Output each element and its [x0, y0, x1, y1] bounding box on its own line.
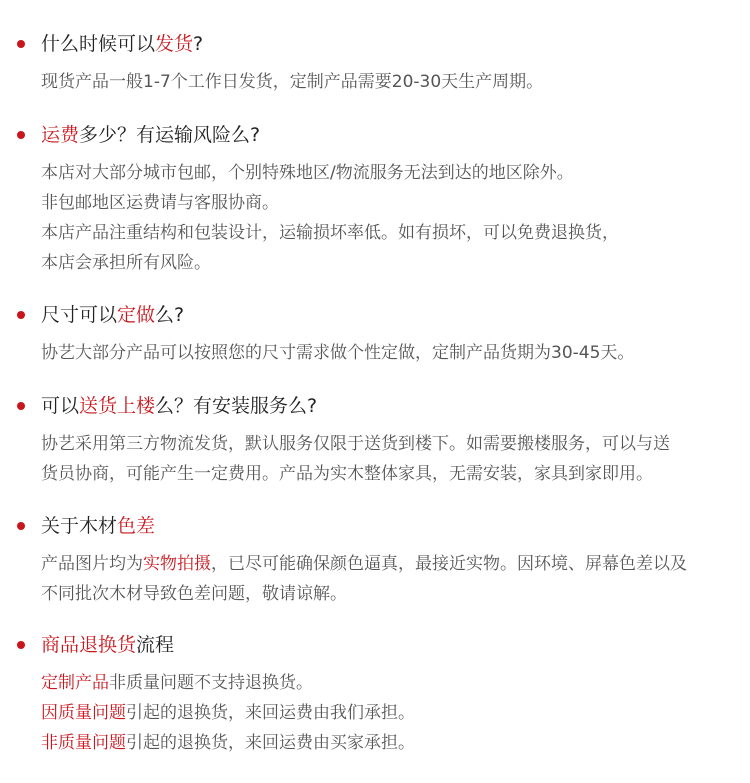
faq-answer	[0, 668, 750, 758]
faq-question	[0, 302, 750, 328]
bullet-icon	[17, 522, 25, 530]
answer-text: 产品图片均为	[41, 554, 143, 574]
faq-answer	[0, 429, 750, 489]
question-text: 么?	[155, 304, 185, 326]
faq-item-custom-size	[0, 302, 750, 368]
faq-answer	[0, 338, 750, 368]
answer-line	[0, 728, 750, 758]
question-text: 什么时候可以	[41, 33, 156, 55]
question-highlight: 定做	[117, 304, 156, 326]
bullet-icon	[17, 641, 25, 649]
answer-highlight: 定制产品	[41, 673, 109, 693]
faq-question	[0, 122, 750, 148]
answer-text: 引起的退换货，来回运费由我们承担。	[126, 703, 415, 723]
faq-item-return-process	[0, 632, 750, 758]
answer-line: 现货产品一般1-7个工作日发货，定制产品需要20-30天生产周期。	[41, 72, 544, 92]
faq-item-freight	[0, 122, 750, 278]
question-text: 尺寸可以	[41, 304, 118, 326]
answer-line: 非包邮地区运费请与客服协商。	[41, 193, 279, 213]
answer-text: 引起的退换货，来回运费由买家承担。	[126, 733, 415, 753]
faq-item-delivery-upstairs	[0, 393, 750, 489]
question-highlight: 送货上楼	[79, 395, 156, 417]
answer-text: 不同批次木材导致色差问题，敬请谅解。	[41, 584, 347, 604]
faq-answer	[0, 549, 750, 609]
answer-text: 非质量问题不支持退换货。	[109, 673, 313, 693]
question-text: ?	[193, 33, 204, 55]
answer-line: 本店会承担所有风险。	[41, 253, 211, 273]
faq-question	[0, 31, 750, 57]
bullet-icon	[17, 40, 25, 48]
answer-line: 货员协商，可能产生一定费用。产品为实木整体家具，无需安装，家具到家即用。	[41, 464, 653, 484]
question-highlight: 运费	[41, 124, 80, 146]
faq-question	[0, 632, 750, 658]
question-text: 么？有安装服务么?	[155, 395, 318, 417]
question-text: 多少？有运输风险么?	[79, 124, 261, 146]
question-text: 关于木材	[41, 515, 118, 537]
answer-line: 本店对大部分城市包邮，个别特殊地区/物流服务无法到达的地区除外。	[41, 163, 574, 183]
question-text: 流程	[136, 634, 175, 656]
faq-item-shipping-time	[0, 31, 750, 97]
answer-highlight: 非质量问题	[41, 733, 126, 753]
faq-answer	[0, 67, 750, 97]
answer-line: 本店产品注重结构和包装设计，运输损坏率低。如有损坏，可以免费退换货，	[41, 223, 619, 243]
question-text: 可以	[41, 395, 80, 417]
answer-line	[0, 549, 750, 579]
bullet-icon	[17, 311, 25, 319]
answer-line: 协艺大部分产品可以按照您的尺寸需求做个性定做，定制产品货期为30-45天。	[41, 343, 635, 363]
answer-line	[0, 579, 750, 609]
answer-line	[0, 698, 750, 728]
question-highlight: 发货	[155, 33, 194, 55]
faq-question	[0, 513, 750, 539]
answer-highlight: 实物拍摄	[143, 554, 211, 574]
answer-text: ，已尽可能确保颜色逼真，最接近实物。因环境、屏幕色差以及	[211, 554, 687, 574]
question-highlight: 色差	[117, 515, 156, 537]
faq-answer	[0, 158, 750, 278]
bullet-icon	[17, 402, 25, 410]
answer-highlight: 因质量问题	[41, 703, 126, 723]
faq-question	[0, 393, 750, 419]
question-highlight: 商品退换货	[41, 634, 137, 656]
faq-item-wood-color	[0, 513, 750, 609]
answer-line: 协艺采用第三方物流发货，默认服务仅限于送货到楼下。如需要搬楼服务，可以与送	[41, 434, 670, 454]
bullet-icon	[17, 131, 25, 139]
answer-line	[0, 668, 750, 698]
